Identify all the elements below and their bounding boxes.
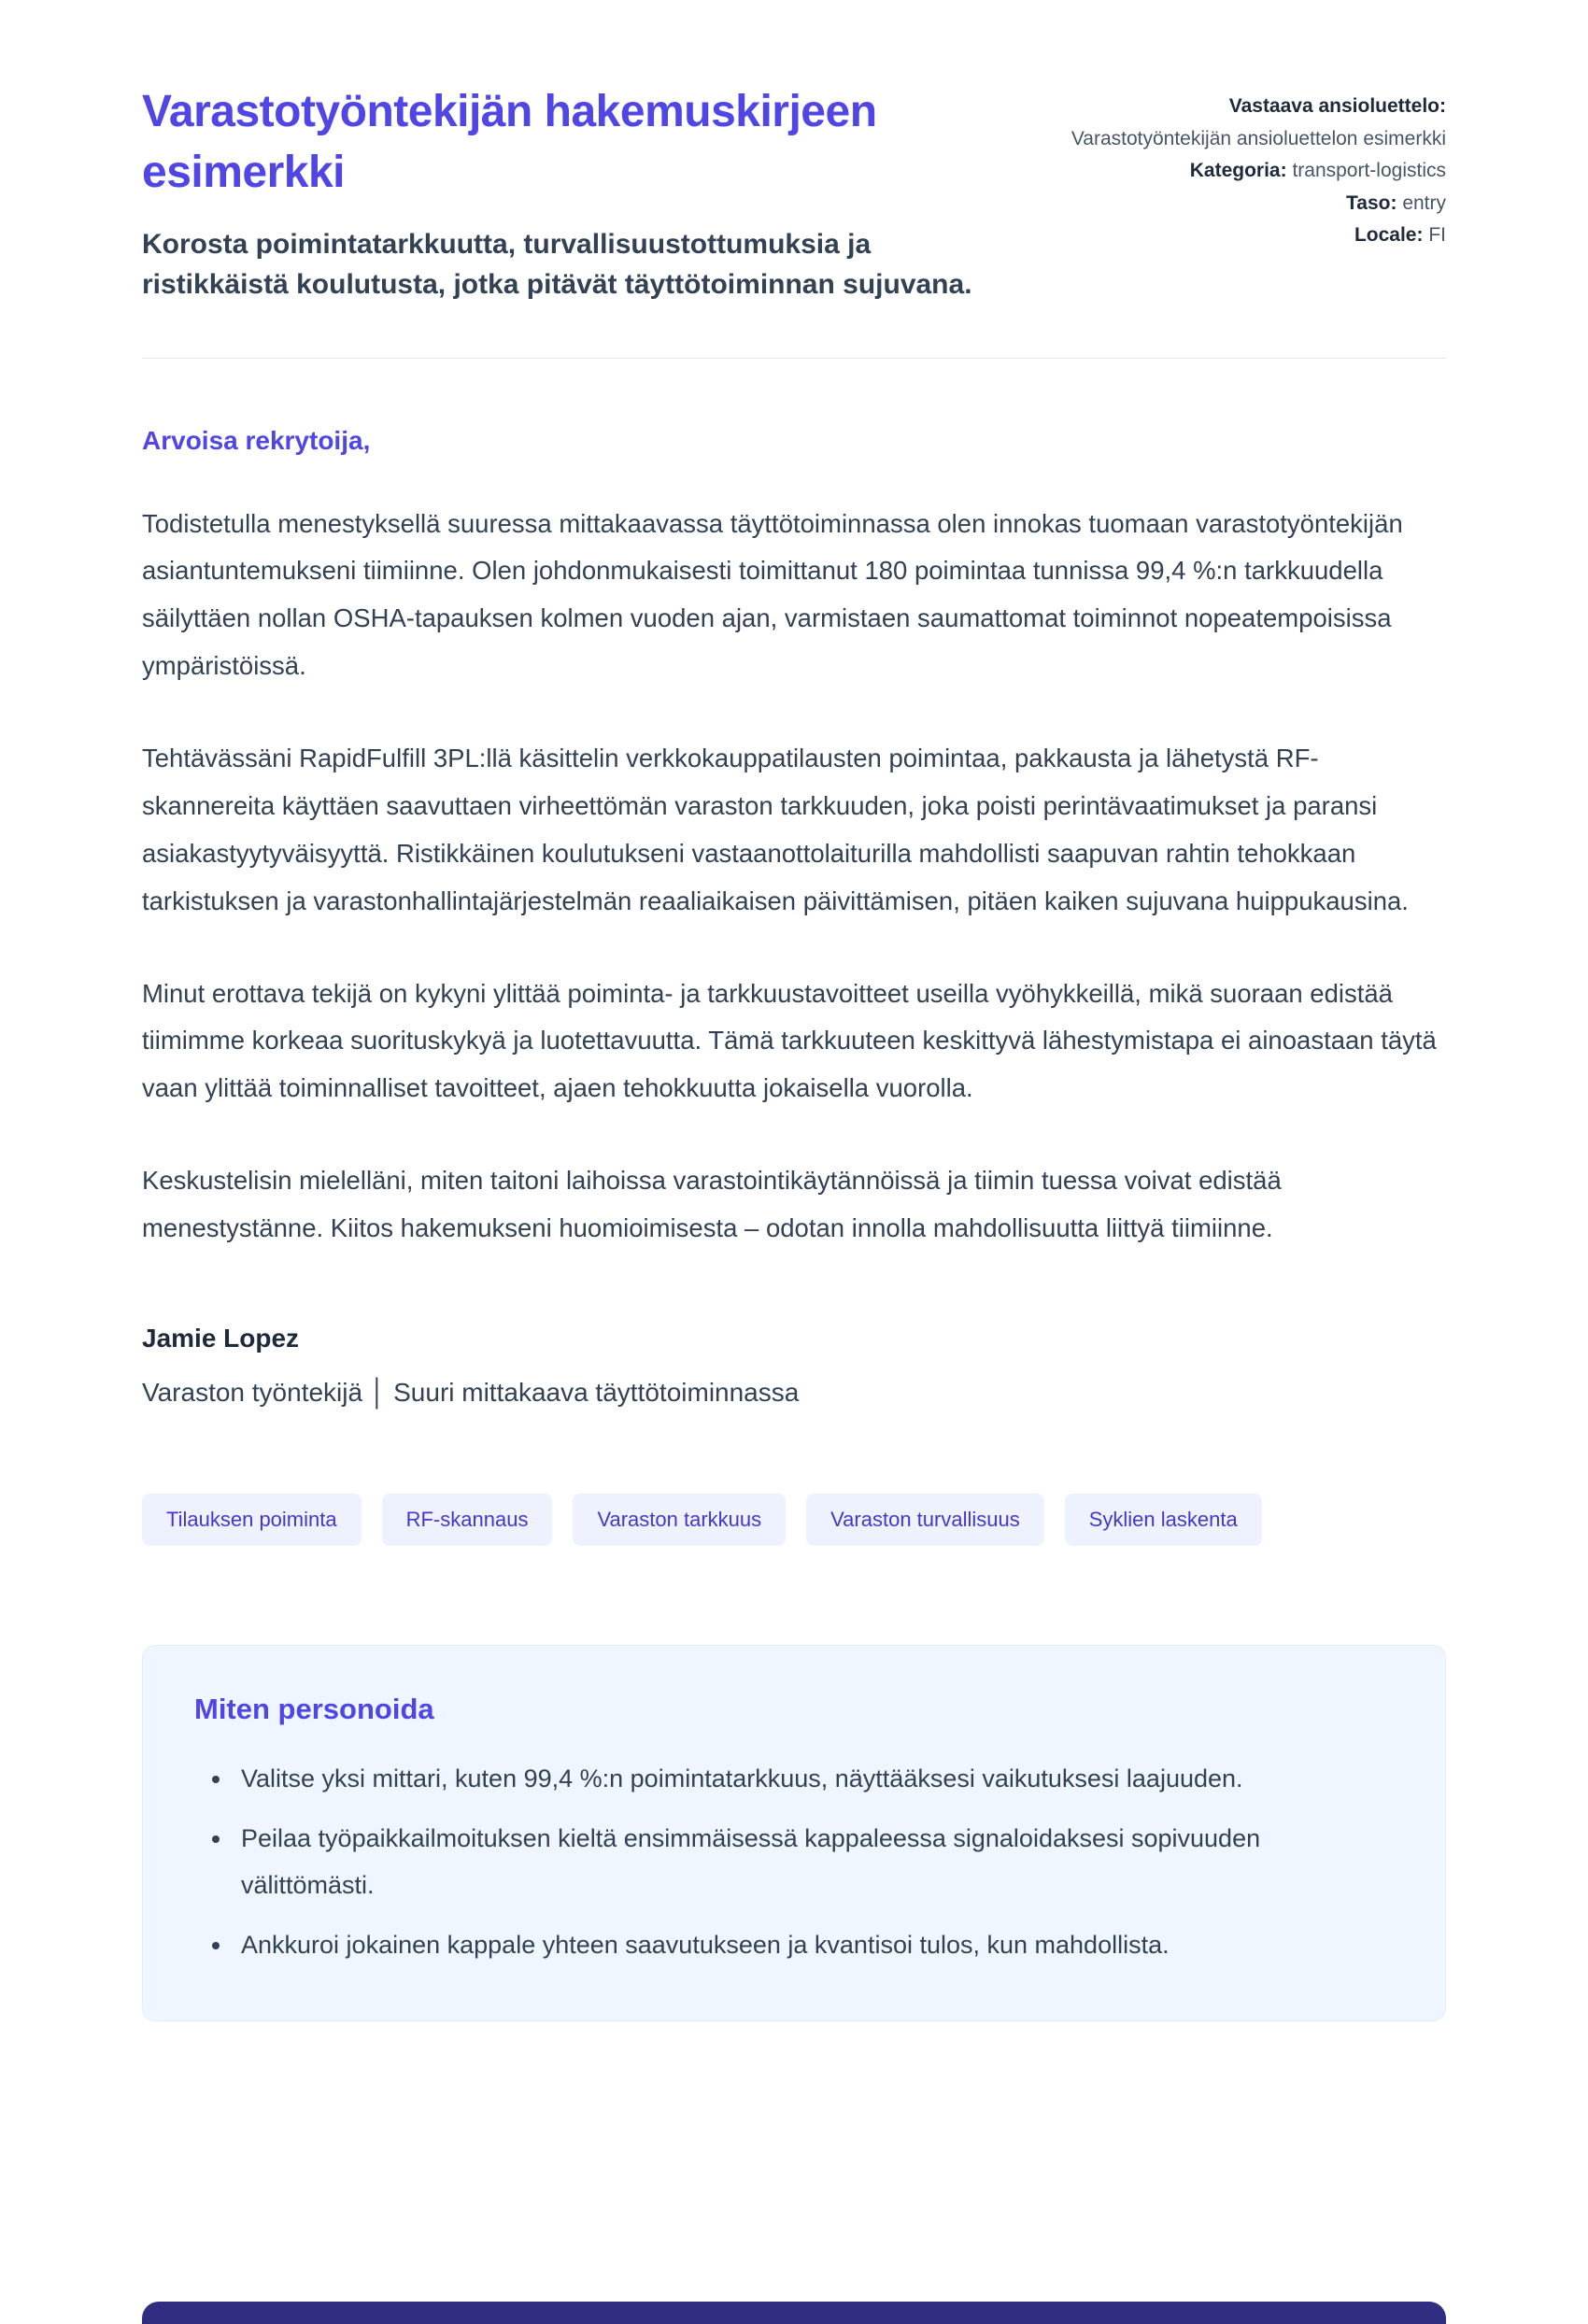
skill-tags [142,1494,1446,1546]
letter-paragraph: Minut erottava tekijä on kykyni ylittää poiminta- ja tarkkuustavoitteet useilla vyöhykkeillä, mikä suoraan edistää tiimimme korkeaa suorituskykyä ja luotettavuutta. Tämä tarkkuuteen keskittyvä lähestymistapa ei ainoastaan täytä vaan ylittää toiminnalliset tavoitteet, ajaen tehokkuutta jokaisella vuorolla. [142,978,1437,1103]
tips-item: • Peilaa työpaikkailmoituksen kieltä ensimmäisessä kappaleessa signaloidaksesi sopivuuden välittömästi. [234,1816,1394,1909]
content-column [142,0,1446,2021]
meta-category-label: Kategoria: [1189,160,1287,182]
skill-tag[interactable]: RF-skannaus [382,1494,553,1546]
meta-locale-label: Locale: [1354,224,1424,247]
meta-panel [1071,82,1446,251]
meta-level [1071,189,1446,220]
header-divider [142,358,1446,359]
page-subtitle: Korosta poimintatarkkuutta, turvallisuustottumuksia ja ristikkäistä koulutusta, jotka pitävät täyttötoiminnan sujuvana. [142,228,972,301]
meta-resume-label: Vastaava ansioluettelo: [1228,95,1446,117]
meta-level-label: Taso: [1346,191,1397,214]
page-title: Varastotyöntekijän hakemuskirjeen esimerkki [142,87,877,197]
header [142,82,1446,305]
letter-paragraph: Keskustelisin mielelläni, miten taitoni laihoissa varastointikäytännöissä ja tiimin tuessa voivat edistää menestystänne. Kiitos hakemukseni huomioimisesta – odotan innolla mahdollisuutta liittyä tiimiinne. [142,1166,1282,1243]
meta-locale-value: FI [1428,224,1446,247]
meta-locale [1071,220,1446,251]
letter-body [142,426,1446,1408]
tips-item: • Valitse yksi mittari, kuten 99,4 %:n poimintatarkkuus, näyttääksesi vaikutuksesi laajuuden. [234,1756,1394,1803]
meta-category [1071,156,1446,187]
meta-level-value: entry [1402,191,1446,214]
letter-paragraph: Tehtävässäni RapidFulfill 3PL:llä käsittelin verkkokauppatilausten poimintaa, pakkausta ja lähetystä RF-skannereita käyttäen saavuttaen virheettömän varaston tarkkuuden, joka poisti perintävaatimukset ja paransi asiakastyytyväisyyttä. Ristikkäinen koulutukseni vastaanottolaiturilla mahdollisti saapuvan rahtin tehokkaan tarkistuksen ja varastonhallintajärjestelmän reaaliaikaisen päivittämisen, pitäen kaiken sujuvana huippukausina. [142,744,1409,915]
title-block [142,82,1034,305]
meta-category-value: transport-logistics [1292,160,1446,182]
signature-name: Jamie Lopez [142,1323,300,1353]
signature-role: Varaston työntekijä │ Suuri mittakaava täyttötoiminnassa [142,1377,800,1407]
skill-tag[interactable]: Syklien laskenta [1065,1494,1262,1546]
tips-list [194,1756,1394,1969]
footer-cta-bar [142,2302,1446,2324]
letter-paragraph: Todistetulla menestyksellä suuressa mittakaavassa täyttötoiminnassa olen innokas tuomaan varastotyöntekijän asiantuntemukseni tiimiinne. Olen johdonmukaisesti toimittanut 180 poimintaa tunnissa 99,4 %:n tarkkuudella säilyttäen nollan OSHA-tapauksen kolmen vuoden ajan, varmistaen saumattomat toiminnot nopeatempoisissa ympäristöissä. [142,508,1403,681]
skill-tag[interactable]: Varaston tarkkuus [573,1494,786,1546]
tips-title: Miten personoida [194,1692,434,1725]
tips-box [142,1645,1446,2021]
signature-block [142,1324,1446,1408]
letter-salutation: Arvoisa rekrytoija, [142,425,371,455]
meta-resume-link[interactable]: Varastotyöntekijän ansioluettelon esimerkki [1070,127,1446,149]
skill-tag[interactable]: Varaston turvallisuus [806,1494,1044,1546]
skill-tag[interactable]: Tilauksen poiminta [142,1494,362,1546]
tips-item: • Ankkuroi jokainen kappale yhteen saavutukseen ja kvantisoi tulos, kun mahdollista. [234,1922,1394,1969]
